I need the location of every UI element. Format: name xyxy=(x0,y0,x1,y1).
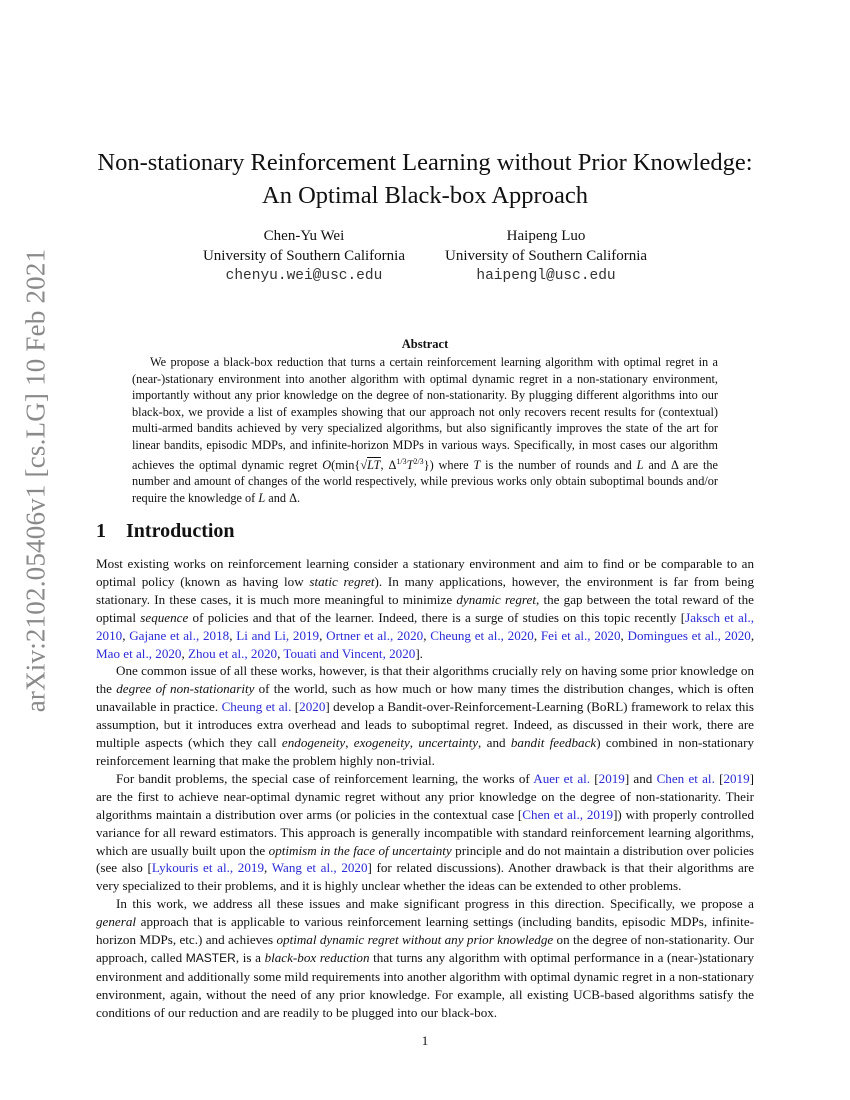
emphasis: general xyxy=(96,914,136,930)
text: ) combined in non-stationary reinforcement learning that make the problem highly non-trivial. xyxy=(96,735,755,768)
paragraph-2: One common issue of all these works, however, is that their algorithms crucially rely on having some prior knowledge on the degree of non-stationarity of the world, such as how much or how many times the distribution changes, which is often unavailable in practice. Cheung et al. [2020] develop a Bandit-over-Reinforcement-Learning (BoRL) framework to relax this assumption, but it introduces extra overhead and leads to suboptimal regret. Indeed, as discussed in their work, there are multiple aspects (which they call endogeneity, exogeneity, uncertainty, and bandit feedback) combined in non-stationary reinforcement learning that make the problem highly non-trivial. xyxy=(96,663,755,768)
formula-o-tilde: O xyxy=(322,457,332,472)
author-2 xyxy=(445,226,647,286)
citation-link[interactable]: Mao et al., 2020 xyxy=(96,645,182,661)
var-l: L xyxy=(258,490,266,505)
text: ]) with properly controlled variance for all reward estimators. This approach is generally incompatible with standard reinforcement learning algorithms, which are usually built upon the xyxy=(96,806,754,858)
formula-t: T xyxy=(406,457,414,472)
emphasis: black-box reduction xyxy=(264,949,370,965)
text: of policies and that of the learner. Indeed, there is a surge of studies on this topic recently [ xyxy=(188,609,686,625)
section-heading xyxy=(96,520,235,543)
citation-link[interactable]: Touati and Vincent, 2020 xyxy=(283,645,416,661)
algorithm-name: MASTER xyxy=(185,950,236,965)
author-name: Chen-Yu Wei xyxy=(263,228,345,244)
citation-link[interactable]: Cheung et al. xyxy=(221,699,292,715)
formula-sqrt: LT xyxy=(367,457,381,472)
citation-link[interactable]: Gajane et al., 2018 xyxy=(129,627,230,643)
text: that turns any algorithm with optimal performance in a (near-)stationary environment and additionally some mild requirements into another algorithm with optimal dynamic regret in a non-stationary environment, again, without the need of any prior knowledge. For example, all existing UCB-based algorithms satisfy the conditions of our reduction and are readily to be plugged into our black-box. xyxy=(96,949,754,1020)
paragraph-1: Most existing works on reinforcement learning consider a stationary environment and aim to find or be comparable to an optimal policy (known as having low static regret). In many applications, however, the environment is far from being stationary. In these cases, it is much more meaningful to minimize dynamic regret, the gap between the total reward of the optimal sequence of policies and that of the learner. Indeed, there is a surge of studies on this topic recently [Jaksch et al., 2010, Gajane et al., 2018, Li and Li, 2019, Ortner et al., 2020, Cheung et al., 2020, Fei et al., 2020, Domingues et al., 2020, Mao et al., 2020, Zhou et al., 2020, Touati and Vincent, 2020]. xyxy=(96,556,755,661)
citation-year-link[interactable]: 2020 xyxy=(299,699,326,715)
emphasis: bandit feedback xyxy=(510,735,597,751)
introduction-body xyxy=(96,555,754,1022)
citation-link[interactable]: Jaksch et al., 2010 xyxy=(96,609,755,643)
regret-formula: O(min{√LT, $\Delta^{1/3}T^{2/3}$}) xyxy=(322,456,434,472)
citation-year-link[interactable]: 2019 xyxy=(723,770,750,786)
citation-link[interactable]: Auer et al. xyxy=(533,770,591,786)
abstract-heading: Abstract xyxy=(401,337,449,351)
formula-end: }) xyxy=(423,457,434,472)
emphasis: degree of non-stationarity xyxy=(116,681,255,697)
formula-min: (min{ xyxy=(331,457,361,472)
text: on the degree of non-stationarity. Our approach, called xyxy=(96,932,754,965)
emphasis: uncertainty xyxy=(418,735,479,751)
text: For bandit problems, the special case of reinforcement learning, the works of xyxy=(116,770,534,786)
citation-link[interactable]: Domingues et al., 2020 xyxy=(627,627,751,643)
formula-exp1: 1/3 xyxy=(396,456,407,466)
author-affiliation: University of Southern California xyxy=(445,248,648,264)
text: ]. xyxy=(415,645,423,661)
paragraph-4 xyxy=(96,895,754,1021)
section-number: 1 xyxy=(96,520,106,542)
citation-link[interactable]: Chen et al. xyxy=(656,770,715,786)
text: approach that is applicable to various reinforcement learning settings (including bandits, episodic MDPs, infinite-horizon MDPs, etc.) and achieves xyxy=(96,914,754,948)
paper-title xyxy=(90,146,760,212)
title-line-1: Non-stationary Reinforcement Learning without Prior Knowledge: xyxy=(97,149,753,176)
formula-delta: , Δ xyxy=(380,457,397,472)
citation-link[interactable]: Lykouris et al., 2019 xyxy=(151,860,264,876)
arxiv-stamp xyxy=(14,248,58,712)
var-l: L xyxy=(636,457,644,472)
paragraph-3: For bandit problems, the special case of reinforcement learning, the works of Auer et al. [2019] and Chen et al. [2019] are the first to achieve near-optimal dynamic regret without any prior knowledge on the degree of non-stationarity. Their algorithms maintain a distribution over arms (or policies in the contextual case [Chen et al., 2019]) with properly controlled variance for all reward estimators. This approach is generally incompatible with standard reinforcement learning algorithms, which are usually built upon the optimism in the face of uncertainty principle and do not maintain a distribution over policies (see also [Lykouris et al., 2019, Wang et al., 2020] for related discussions). Another drawback is that their algorithms are very specialized to their problems, and it is highly unclear whether the ideas can be extended to other problems. xyxy=(96,770,755,894)
emphasis: dynamic regret xyxy=(456,591,536,607)
emphasis: sequence xyxy=(140,609,189,625)
citation-link[interactable]: Fei et al., 2020 xyxy=(540,627,621,643)
citation-link[interactable]: Chen et al., 2019 xyxy=(522,806,614,822)
abstract-text: and Δ. xyxy=(265,490,301,505)
author-email[interactable]: chenyu.wei@usc.edu xyxy=(225,268,383,284)
text: , is a xyxy=(235,949,265,965)
text: develop a Bandit-over-Reinforcement-Learning (BoRL) framework to relax this assumption, but it introduces extra overhead and leads to suboptimal regret. Indeed, as discussed in their work, there are multiple aspects (which they call xyxy=(96,699,755,751)
author-affiliation: University of Southern California xyxy=(202,248,405,264)
abstract-body xyxy=(132,354,718,506)
text: of the world, such as how much or how many times the distribution changes, which is often unavailable in practice. xyxy=(96,681,754,715)
arxiv-stamp-text: arXiv:2102.05406v1 [cs.LG] 10 Feb 2021 xyxy=(20,248,51,712)
text: Most existing works on reinforcement learning consider a stationary environment and aim to find or be comparable to an optimal policy (known as having low xyxy=(96,556,754,589)
emphasis: exogeneity xyxy=(353,735,410,751)
emphasis: optimal dynamic regret without any prior knowledge xyxy=(276,932,554,948)
citation-year-link[interactable]: 2019 xyxy=(598,770,625,786)
author-block xyxy=(90,226,760,286)
title-line-2: An Optimal Black-box Approach xyxy=(262,182,588,209)
author-1 xyxy=(203,226,405,286)
text: ] for related discussions). Another drawback is that their algorithms are very specialized to their problems, and it is highly unclear whether the ideas can be extended to other problems. xyxy=(96,860,755,894)
section-title: Introduction xyxy=(126,520,235,542)
abstract-text: We propose a black-box reduction that turns a certain reinforcement learning algorithm with optimal regret in a (near-)stationary environment into another algorithm with optimal dynamic regret in a non-stationary environment, importantly without any prior knowledge on the degree of non-stationarity. By plugging different algorithms into our black-box, we provide a list of examples showing that our approach not only recovers recent results for (contextual) multi-armed bandits achieved by very specialized algorithms, but also significantly improves the state of the art for linear bandits, episodic MDPs, and infinite-horizon MDPs in various ways. Specifically, in most cases our algorithm achieves the optimal dynamic regret xyxy=(132,355,718,472)
emphasis: optimism in the face of uncertainty xyxy=(268,842,452,858)
var-t: T xyxy=(473,457,481,472)
text: , the gap between the total reward of the optimal xyxy=(96,591,754,625)
citation-link[interactable]: Cheung et al., 2020 xyxy=(430,627,534,643)
abstract-text: and Δ are the number and amount of changes of the world respectively, while previous works only obtain suboptimal bounds and/or require the knowledge of xyxy=(132,457,718,505)
citation-link[interactable]: Wang et al., 2020 xyxy=(271,860,368,876)
author-email[interactable]: haipengl@usc.edu xyxy=(476,268,616,284)
formula-exp2: 2/3 xyxy=(413,456,424,466)
emphasis: static regret xyxy=(309,573,375,589)
text: One common issue of all these works, however, is that their algorithms crucially rely on having some prior knowledge on the xyxy=(96,663,754,697)
citation-link[interactable]: Zhou et al., 2020 xyxy=(188,645,278,661)
text: In this work, we address all these issues and make significant progress in this direction. Specifically, we propose a xyxy=(116,896,754,912)
abstract-text: where xyxy=(433,457,474,472)
page-number: 1 xyxy=(421,1033,429,1048)
text: principle and do not maintain a distribution over policies (see also [ xyxy=(96,842,754,876)
text: and xyxy=(629,770,657,786)
citation-link[interactable]: Ortner et al., 2020 xyxy=(326,627,424,643)
emphasis: endogeneity xyxy=(281,735,346,751)
citation-link[interactable]: Li and Li, 2019 xyxy=(236,627,320,643)
author-name: Haipeng Luo xyxy=(506,228,586,244)
abstract-text: is the number of rounds and xyxy=(480,457,637,472)
text: are the first to achieve near-optimal dynamic regret without any prior knowledge on the degree of non-stationarity. Their algorithms maintain a distribution over arms (or policies in the contextual case [ xyxy=(96,788,754,822)
text: ). In many applications, however, the environment is far from being stationary. In these cases, it is much more meaningful to minimize xyxy=(96,573,754,607)
